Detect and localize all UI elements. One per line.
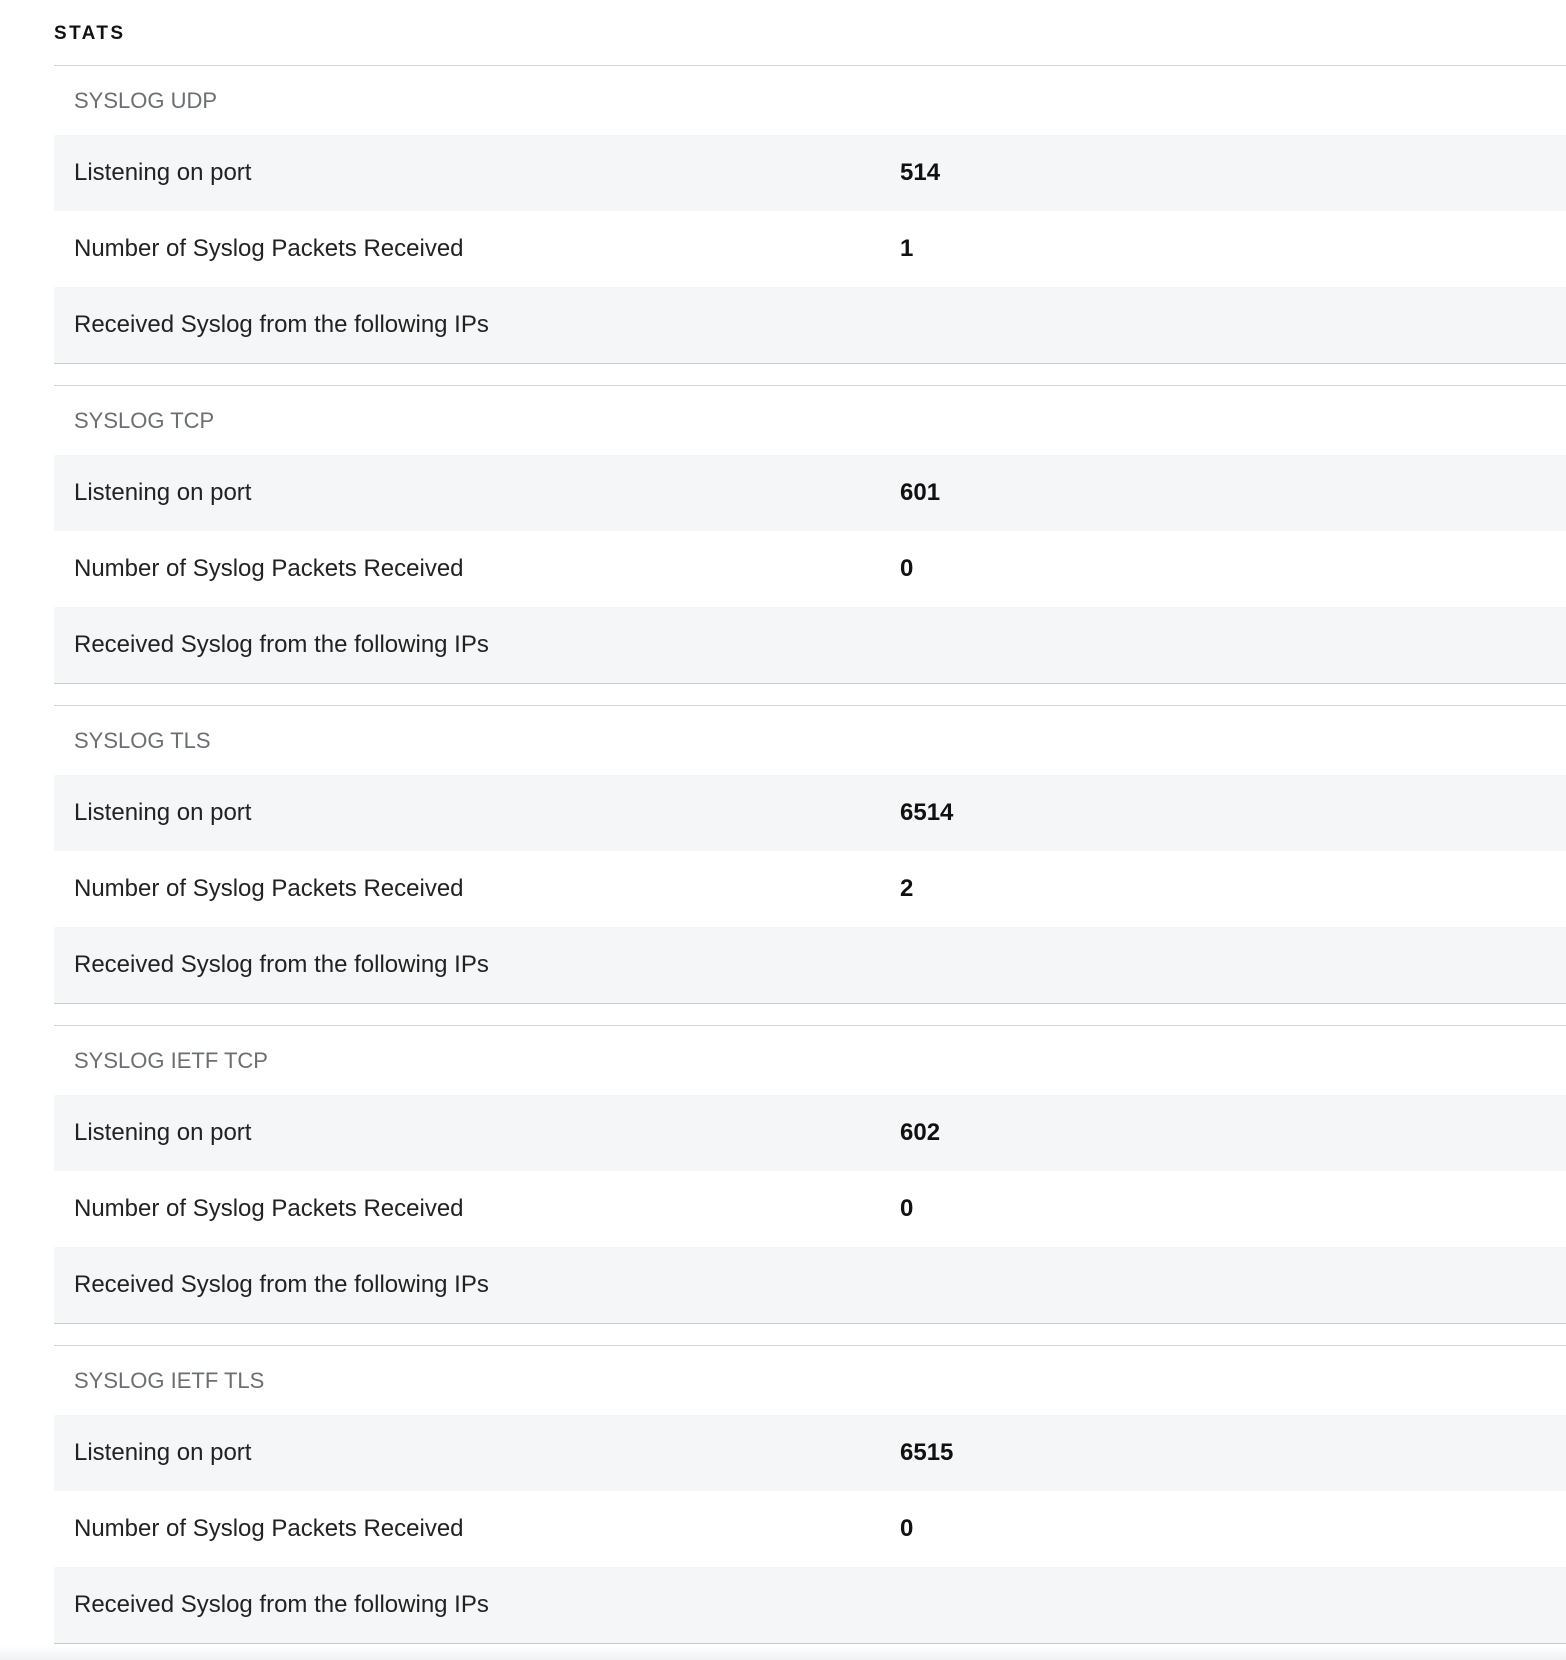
- stat-label: Listening on port: [74, 159, 252, 186]
- stats-section-syslog-ietf-tcp: [54, 1025, 1566, 1324]
- stat-value: 6514: [900, 799, 954, 826]
- stat-label: Number of Syslog Packets Received: [74, 1195, 464, 1222]
- stat-row-packets-received: [54, 851, 1566, 927]
- stat-value: 0: [900, 1515, 914, 1542]
- stat-label: Listening on port: [74, 799, 252, 826]
- stat-value: 602: [900, 1119, 941, 1146]
- stat-row-received-ips: [54, 607, 1566, 683]
- stats-section-syslog-tcp: [54, 385, 1566, 684]
- stat-row-listening-port: [54, 775, 1566, 851]
- stat-label: Received Syslog from the following IPs: [74, 951, 489, 978]
- stat-row-received-ips: [54, 287, 1566, 363]
- stat-value: 514: [900, 159, 941, 186]
- stat-row-packets-received: [54, 1491, 1566, 1567]
- stat-row-received-ips: [54, 1247, 1566, 1323]
- stat-label: Listening on port: [74, 1439, 252, 1466]
- stat-row-received-ips: [54, 1567, 1566, 1643]
- stat-row-packets-received: [54, 211, 1566, 287]
- stat-row-listening-port: [54, 135, 1566, 211]
- stat-label: Received Syslog from the following IPs: [74, 311, 489, 338]
- stat-value: 601: [900, 479, 941, 506]
- section-header: SYSLOG TLS: [54, 706, 1566, 775]
- stat-row-listening-port: [54, 1095, 1566, 1171]
- stats-section-syslog-tls: [54, 705, 1566, 1004]
- stat-label: Listening on port: [74, 479, 252, 506]
- stat-value: 0: [900, 1195, 914, 1222]
- stat-label: Received Syslog from the following IPs: [74, 1591, 489, 1618]
- stat-row-listening-port: [54, 1415, 1566, 1491]
- stat-label: Number of Syslog Packets Received: [74, 555, 464, 582]
- stats-section-syslog-udp: [54, 66, 1566, 364]
- stats-page: [54, 0, 1566, 1644]
- stat-label: Number of Syslog Packets Received: [74, 875, 464, 902]
- page-title: STATS: [54, 0, 1566, 66]
- stat-label: Listening on port: [74, 1119, 252, 1146]
- stat-label: Number of Syslog Packets Received: [74, 235, 464, 262]
- stat-label: Received Syslog from the following IPs: [74, 1271, 489, 1298]
- section-header: SYSLOG UDP: [54, 66, 1566, 135]
- bottom-scroll-shadow: [0, 1646, 1566, 1660]
- stat-value: 0: [900, 555, 914, 582]
- section-header: SYSLOG TCP: [54, 386, 1566, 455]
- stat-label: Number of Syslog Packets Received: [74, 1515, 464, 1542]
- stats-section-syslog-ietf-tls: [54, 1345, 1566, 1644]
- stat-value: 1: [900, 235, 914, 262]
- stat-row-packets-received: [54, 1171, 1566, 1247]
- stat-value: 6515: [900, 1439, 954, 1466]
- stat-row-packets-received: [54, 531, 1566, 607]
- section-header: SYSLOG IETF TLS: [54, 1346, 1566, 1415]
- stat-row-listening-port: [54, 455, 1566, 531]
- stat-value: 2: [900, 875, 914, 902]
- section-header: SYSLOG IETF TCP: [54, 1026, 1566, 1095]
- stat-row-received-ips: [54, 927, 1566, 1003]
- stat-label: Received Syslog from the following IPs: [74, 631, 489, 658]
